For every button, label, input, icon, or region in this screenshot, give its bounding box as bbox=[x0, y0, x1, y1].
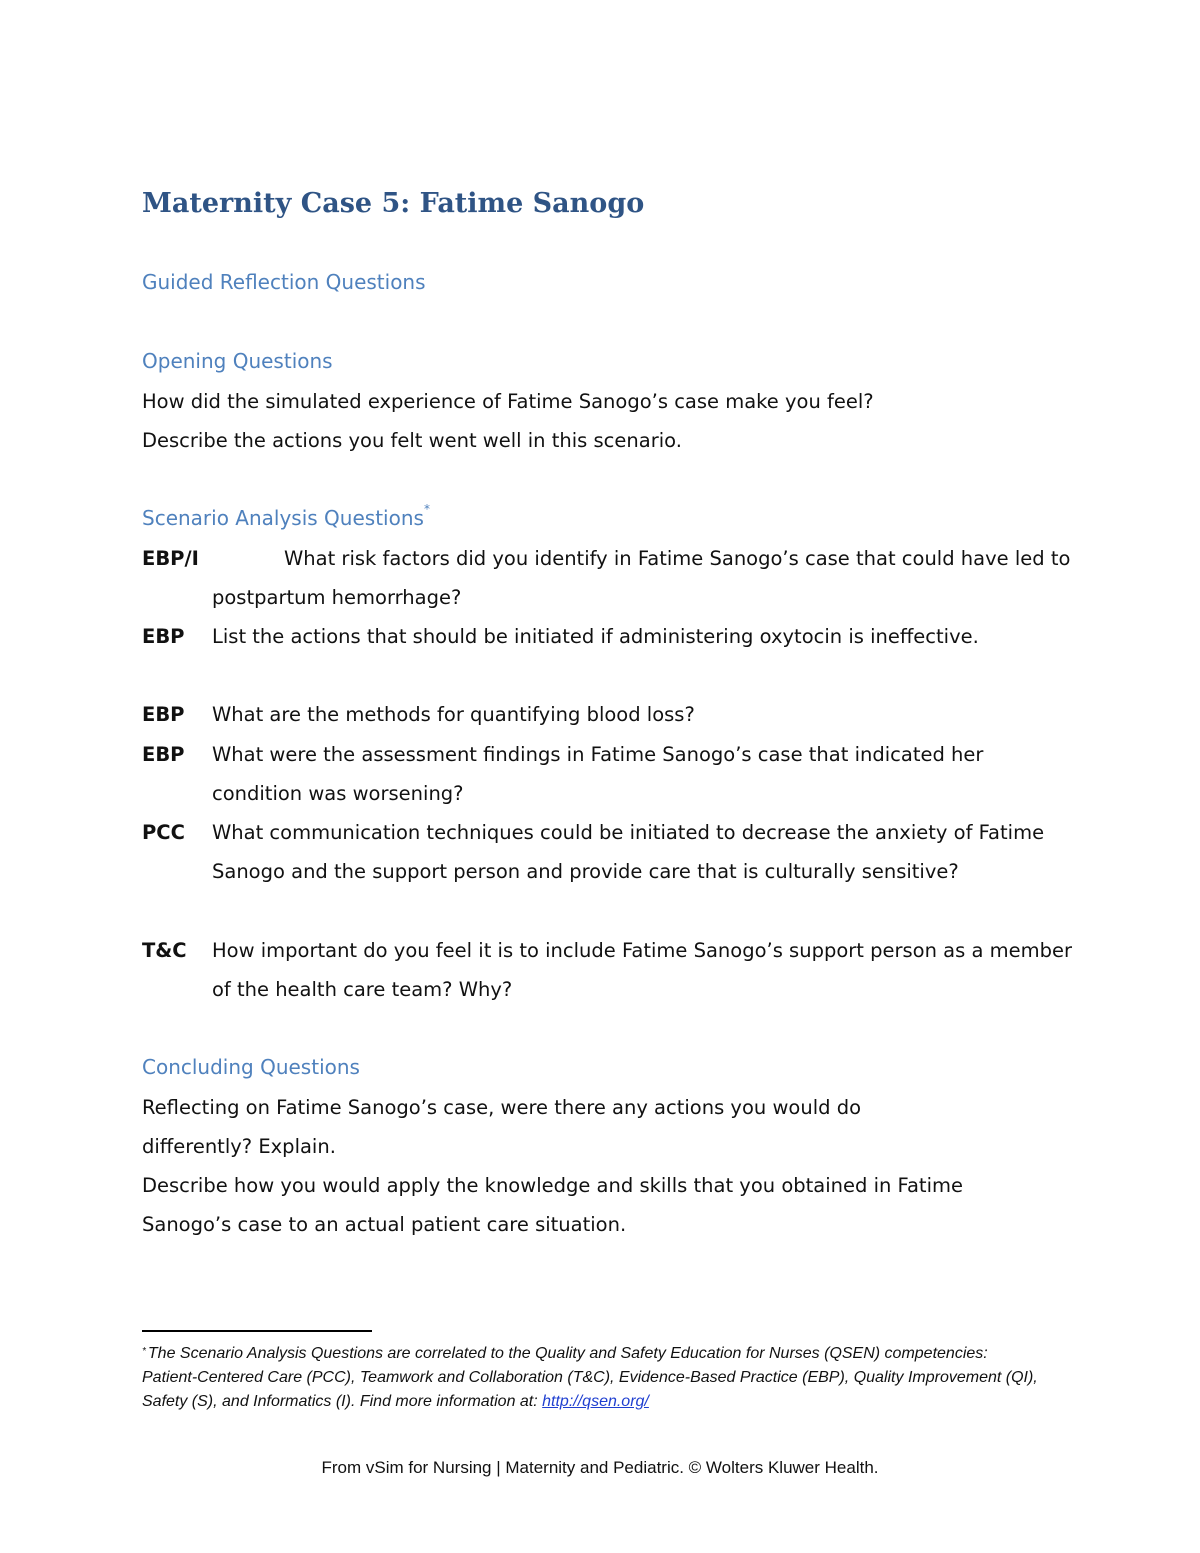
scenario-question bbox=[142, 813, 1072, 891]
page-title: Maternity Case 5: Fatime Sanogo bbox=[142, 188, 645, 219]
concluding-line-3: Describe how you would apply the knowledge and skills that you obtained in Fatime bbox=[142, 1174, 963, 1197]
qsen-code: T&C bbox=[142, 939, 187, 962]
footnote-marker: * bbox=[142, 1346, 146, 1357]
footnote-reference[interactable]: * bbox=[423, 502, 430, 516]
question-text: What communication techniques could be initiated to decrease the anxiety of Fatime Sanogo and the support person and provide care that is culturally sensitive? bbox=[212, 821, 1045, 883]
footnote-text: The Scenario Analysis Questions are correlated to the Quality and Safety Education for Nurses (QSEN) competencies: Patient-Centered Care (PCC), Teamwork and Collaboration (T&C), Evidence-Based Practice (EBP), Quality Improvement (QI), Safety (S), and Informatics (I). Find more information at: bbox=[142, 1345, 1038, 1410]
scenario-question bbox=[142, 617, 1072, 656]
opening-questions-heading: Opening Questions bbox=[142, 349, 333, 373]
footnote-separator bbox=[142, 1330, 372, 1332]
qsen-code: EBP/I bbox=[142, 547, 199, 570]
page-footer: From vSim for Nursing | Maternity and Pediatric. © Wolters Kluwer Health. bbox=[321, 1458, 879, 1477]
scenario-question bbox=[142, 931, 1072, 1009]
scenario-question bbox=[142, 539, 1072, 617]
question-text: What risk factors did you identify in Fatime Sanogo’s case that could have led to postpartum hemorrhage? bbox=[212, 547, 1071, 609]
question-text: What were the assessment findings in Fatime Sanogo’s case that indicated her condition was worsening? bbox=[212, 743, 984, 805]
scenario-question bbox=[142, 695, 1072, 734]
concluding-questions-heading: Concluding Questions bbox=[142, 1055, 360, 1079]
subtitle-heading: Guided Reflection Questions bbox=[142, 270, 426, 294]
opening-question-1: How did the simulated experience of Fatime Sanogo’s case make you feel? bbox=[142, 390, 874, 413]
qsen-code: EBP bbox=[142, 703, 185, 726]
concluding-line-2: differently? Explain. bbox=[142, 1135, 336, 1158]
scenario-question bbox=[142, 735, 1072, 813]
opening-question-2: Describe the actions you felt went well in this scenario. bbox=[142, 429, 682, 452]
scenario-analysis-heading bbox=[142, 502, 430, 530]
concluding-line-1: Reflecting on Fatime Sanogo’s case, were there any actions you would do bbox=[142, 1096, 862, 1119]
qsen-code: PCC bbox=[142, 821, 185, 844]
question-text: What are the methods for quantifying blood loss? bbox=[212, 703, 695, 726]
footnote bbox=[142, 1342, 1042, 1414]
scenario-analysis-heading-text: Scenario Analysis Questions bbox=[142, 506, 424, 530]
question-text: List the actions that should be initiated if administering oxytocin is ineffective. bbox=[212, 625, 979, 648]
qsen-code: EBP bbox=[142, 625, 185, 648]
qsen-link[interactable]: http://qsen.org/ bbox=[542, 1393, 649, 1410]
qsen-code: EBP bbox=[142, 743, 185, 766]
concluding-line-4: Sanogo’s case to an actual patient care situation. bbox=[142, 1213, 627, 1236]
question-text: How important do you feel it is to include Fatime Sanogo’s support person as a member of the health care team? Why? bbox=[212, 939, 1072, 1001]
